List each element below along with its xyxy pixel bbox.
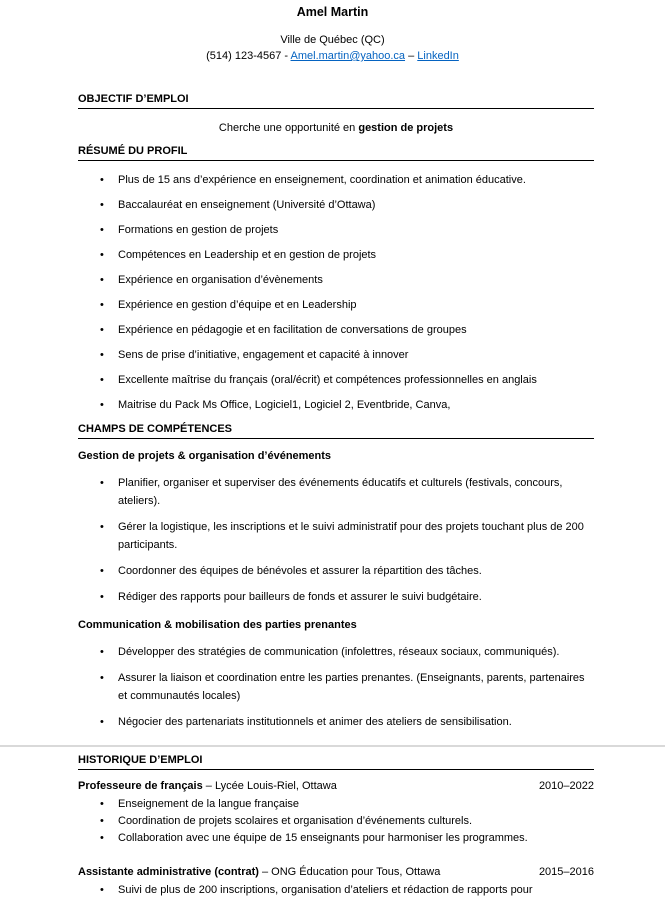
email-link[interactable]: Amel.martin@yahoo.ca — [290, 50, 406, 62]
list-item: • Baccalauréat en enseignement (Université d’Ottawa) — [78, 198, 594, 213]
competence-group-title: Communication & mobilisation des parties prenantes — [78, 619, 357, 631]
objective-statement — [78, 121, 594, 135]
job-title: Assistante administrative (contrat) — [78, 866, 259, 878]
objective-bold: gestion de projets — [358, 122, 454, 134]
section-heading-objectif: OBJECTIF D’EMPLOI — [78, 93, 594, 109]
list-item: • Rédiger des rapports pour bailleurs de fonds et assurer le suivi budgétaire. — [78, 588, 594, 606]
job-title-line — [78, 779, 337, 793]
job-subtitle: – ONG Éducation pour Tous, Ottawa — [258, 866, 441, 878]
competence-group-title: Gestion de projets & organisation d’événements — [78, 450, 332, 462]
list-item: • Gérer la logistique, les inscriptions et le suivi administratif pour des projets touchant plus de 200 participants. — [78, 518, 594, 554]
competence-group-list — [78, 474, 594, 606]
list-item: • Maitrise du Pack Ms Office, Logiciel1, Logiciel 2, Eventbride, Canva, — [78, 398, 594, 413]
contact-separator-2: – — [405, 50, 418, 62]
list-item: • Coordination de projets scolaires et organisation d’événements culturels. — [78, 813, 594, 830]
section-heading-champs: CHAMPS DE COMPÉTENCES — [78, 423, 594, 439]
section-heading-historique: HISTORIQUE D’EMPLOI — [78, 754, 594, 770]
phone-number: (514) 123-4567 — [206, 50, 282, 62]
document-header — [0, 0, 665, 64]
job-bullet-list — [78, 796, 594, 847]
page-one-content — [0, 93, 665, 731]
job-dates: 2010–2022 — [538, 780, 594, 792]
list-item: • Négocier des partenariats institutionnels et animer des ateliers de sensibilisation. — [78, 713, 594, 731]
list-item: • Assurer la liaison et coordination entre les parties prenantes. (Enseignants, parents, partenaires et communautés locales) — [78, 669, 594, 705]
job-title-line — [78, 865, 440, 879]
list-item: • Plus de 15 ans d’expérience en enseignement, coordination et animation éducative. — [78, 173, 594, 188]
page-two-content — [0, 754, 665, 899]
list-item: • Sens de prise d’initiative, engagement et capacité à innover — [78, 348, 594, 363]
candidate-name: Amel Martin — [296, 5, 369, 19]
job-bullet-list — [78, 882, 594, 899]
list-item: • Compétences en Leadership et en gestion de projets — [78, 248, 594, 263]
section-heading-profil: RÉSUMÉ DU PROFIL — [78, 145, 594, 161]
job-header — [78, 865, 594, 879]
list-item: • Expérience en organisation d’évènements — [78, 273, 594, 288]
list-item: • Expérience en gestion d’équipe et en Leadership — [78, 298, 594, 313]
list-item: • Expérience en pédagogie et en facilitation de conversations de groupes — [78, 323, 594, 338]
list-item: • Enseignement de la langue française — [78, 796, 594, 813]
job-title: Professeure de français — [78, 780, 203, 792]
contact-separator-1: - — [281, 50, 291, 62]
list-item: • Excellente maîtrise du français (oral/écrit) et compétences professionnelles en anglais — [78, 373, 594, 388]
list-item: • Collaboration avec une équipe de 15 enseignants pour harmoniser les programmes. — [78, 830, 594, 847]
contact-line — [0, 48, 665, 64]
job-subtitle: – Lycée Louis-Riel, Ottawa — [202, 780, 337, 792]
list-item: • Coordonner des équipes de bénévoles et assurer la répartition des tâches. — [78, 562, 594, 580]
job-dates: 2015–2016 — [538, 866, 594, 878]
list-item: • Développer des stratégies de communication (infolettres, réseaux sociaux, communiqués). — [78, 643, 594, 661]
profile-bullet-list — [78, 173, 594, 413]
linkedin-link[interactable]: LinkedIn — [417, 50, 459, 62]
objective-prefix: Cherche une opportunité en — [218, 122, 359, 134]
page-break-separator — [0, 745, 665, 747]
list-item: • Planifier, organiser et superviser des événements éducatifs et culturels (festivals, concours, ateliers). — [78, 474, 594, 510]
list-item: • Formations en gestion de projets — [78, 223, 594, 238]
competence-group-list — [78, 643, 594, 731]
candidate-location: Ville de Québec (QC) — [280, 34, 385, 46]
job-header — [78, 779, 594, 793]
list-item: • Suivi de plus de 200 inscriptions, organisation d’ateliers et rédaction de rapports pour — [78, 882, 594, 899]
